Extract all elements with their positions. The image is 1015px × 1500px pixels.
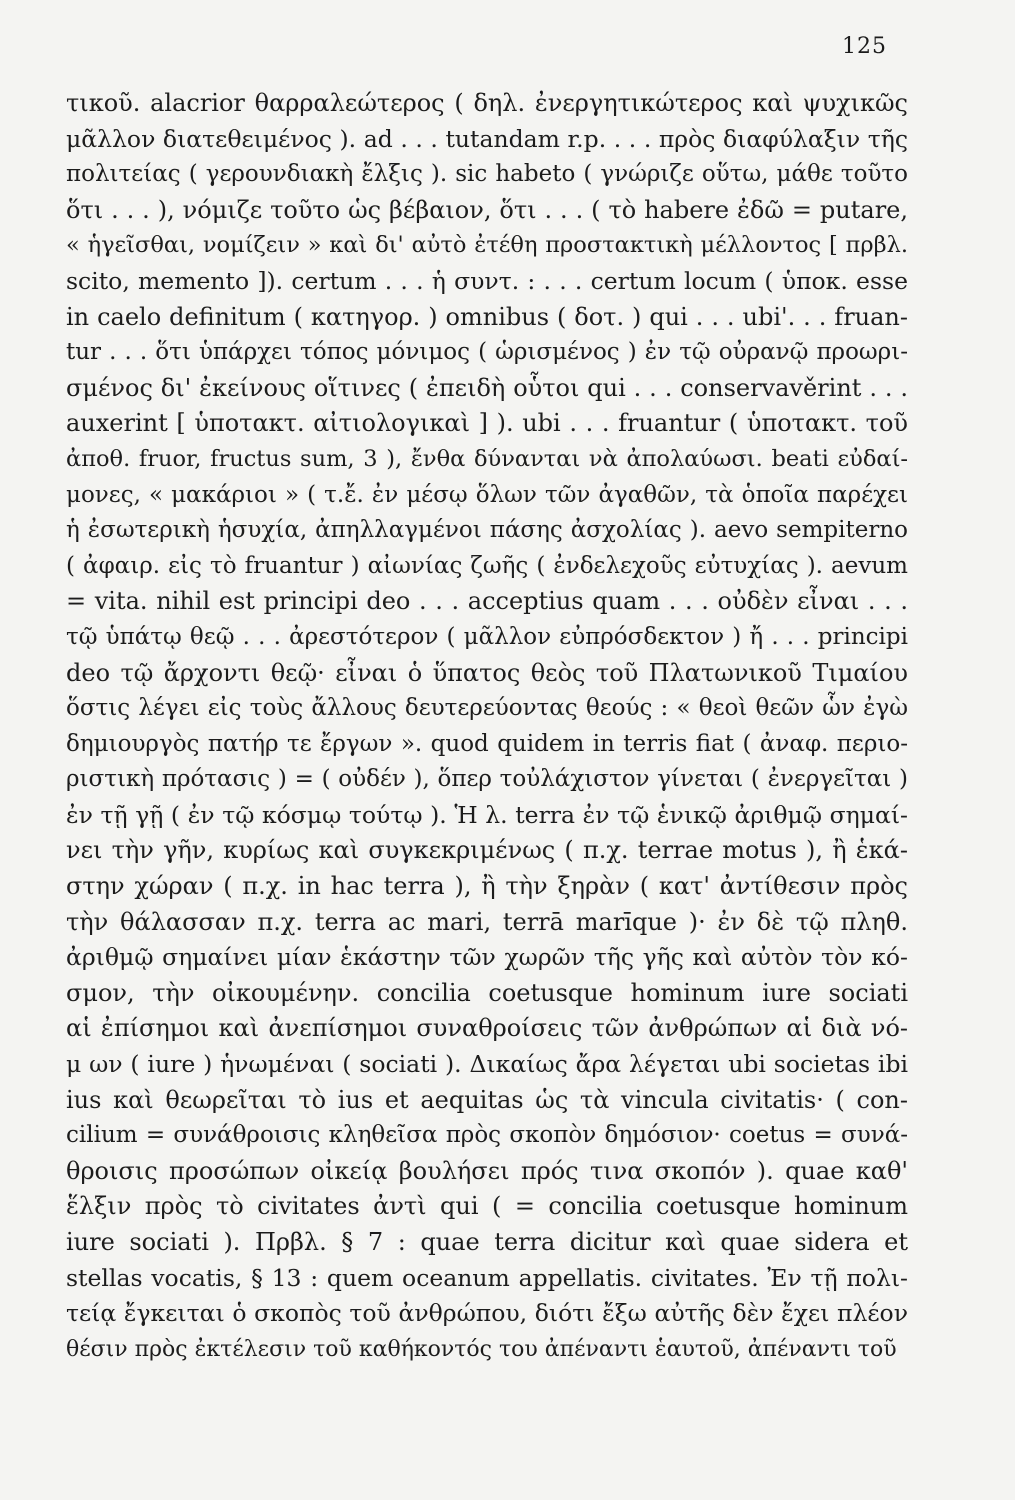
text-line: τῷ ὑπάτῳ θεῷ . . . ἀρεστότερον ( μᾶλλον εὐπρόσδεκτον ) ἤ . . . principi xyxy=(66,623,908,650)
text-line: ἕλξιν πρὸς τὸ civitates ἀντὶ qui ( = concilia coetusque hominum xyxy=(66,1192,908,1221)
text-line: in caelo definitum ( κατηγορ. ) omnibus ( δοτ. ) qui . . . ubi'. . . fruan- xyxy=(66,302,908,331)
text-line: ἀποθ. fruor, fructus sum, 3 ), ἔνθα δύνανται νὰ ἀπολαύωσι. beati εὐδαί- xyxy=(66,445,908,472)
text-line: ius καὶ θεωρεῖται τὸ ius et aequitas ὡς τὰ vincula civitatis· ( con- xyxy=(66,1085,908,1114)
text-line: deo τῷ ἄρχοντι θεῷ· εἶναι ὁ ὕπατος θεὸς τοῦ Πλατωνικοῦ Τιμαίου xyxy=(66,658,908,687)
text-line: δημιουργὸς πατήρ τε ἔργων ». quod quidem in terris fiat ( ἀναφ. περιο- xyxy=(66,730,908,757)
text-line: auxerint [ ὑποτακτ. αἰτιολογικαὶ ] ). ubi . . . fruantur ( ὑποτακτ. τοῦ xyxy=(66,409,908,438)
text-line: ριστικὴ πρότασις ) = ( οὐδέν ), ὅπερ τοὐλάχιστον γίνεται ( ἐνεργεῖται ) xyxy=(66,766,908,793)
text-line: tur . . . ὅτι ὑπάρχει τόπος μόνιμος ( ὡρισμένος ) ἐν τῷ οὐρανῷ προωρι- xyxy=(66,339,908,366)
text-line: scito, memento ]). certum . . . ἡ συντ. : . . . certum locum ( ὑποκ. esse xyxy=(66,266,908,295)
text-line: ὅστις λέγει εἰς τοὺς ἄλλους δευτερεύοντας θεούς : « θεοὶ θεῶν ὧν ἐγὼ xyxy=(66,695,908,722)
text-line: θροισις προσώπων οἰκείᾳ βουλήσει πρός τινα σκοπόν ). quae καθ' xyxy=(66,1156,908,1185)
text-line: αἱ ἐπίσημοι καὶ ἀνεπίσημοι συναθροίσεις τῶν ἀνθρώπων αἱ διὰ νό- xyxy=(66,1014,908,1043)
text-line: νει τὴν γῆν, κυρίως καὶ συγκεκριμένως ( π.χ. terrae motus ), ἢ ἑκά- xyxy=(66,836,908,865)
text-line: τὴν θάλασσαν π.χ. terra ac mari, terrā marīque )· ἐν δὲ τῷ πληθ. xyxy=(66,907,908,936)
text-line: τικοῦ. alacrior θαρραλεώτερος ( δηλ. ἐνεργητικώτερος καὶ ψυχικῶς xyxy=(66,89,908,117)
text-line: μᾶλλον διατεθειμένος ). ad . . . tutandam r.p. . . . πρὸς διαφύλαξιν τῆς xyxy=(66,124,908,153)
text-line: σμένος δι' ἐκείνους οἵτινες ( ἐπειδὴ οὗτοι qui . . . conservavěrint . . . xyxy=(66,373,908,402)
text-line: cilium = συνάθροισις κληθεῖσα πρὸς σκοπὸν δημόσιον· coetus = συνά- xyxy=(66,1122,908,1149)
text-line: πολιτείας ( γερουνδιακὴ ἔλξις ). sic habeto ( γνώριζε οὕτω, μάθε τοῦτο xyxy=(66,161,908,188)
text-line: = vita. nihil est principi deo . . . acceptius quam . . . οὐδὲν εἶναι . . . xyxy=(66,587,908,616)
text-line: ὅτι . . . ), νόμιζε τοῦτο ὡς βέβαιον, ὅτι . . . ( τὸ habere ἐδῶ = putare, xyxy=(66,195,908,224)
text-line: μονες, « μακάριοι » ( τ.ἔ. ἐν μέσῳ ὅλων τῶν ἀγαθῶν, τὰ ὁποῖα παρέχει xyxy=(66,481,908,508)
text-line: σμον, τὴν οἰκουμένην. concilia coetusque hominum iure sociati xyxy=(66,978,908,1007)
commentary-text xyxy=(66,86,908,1367)
text-line: θέσιν πρὸς ἐκτέλεσιν τοῦ καθήκοντός του ἀπέναντι ἑαυτοῦ, ἀπέναντι τοῦ xyxy=(66,1336,897,1362)
text-line: ἡ ἐσωτερικὴ ἡσυχία, ἀπηλλαγμένοι πάσης ἀσχολίας ). aevo sempiterno xyxy=(66,517,908,544)
page-number: 125 xyxy=(842,34,887,59)
text-line: stellas vocatis, § 13 : quem oceanum appellatis. civitates. Ἐν τῇ πολι- xyxy=(66,1263,908,1292)
text-line: μ ων ( iure ) ἡνωμέναι ( sociati ). Δικαίως ἄρα λέγεται ubi societas ibi xyxy=(66,1050,908,1079)
text-line: « ἡγεῖσθαι, νομίζειν » καὶ δι' αὐτὸ ἐτέθη προστακτικὴ μέλλοντος [ πρβλ. xyxy=(66,232,908,259)
text-line: ἀριθμῷ σημαίνει μίαν ἑκάστην τῶν χωρῶν τῆς γῆς καὶ αὐτὸν τὸν κό- xyxy=(66,943,908,972)
text-line: στην χώραν ( π.χ. in hac terra ), ἢ τὴν ξηρὰν ( κατ' ἀντίθεσιν πρὸς xyxy=(66,872,908,901)
text-line: τείᾳ ἔγκειται ὁ σκοπὸς τοῦ ἀνθρώπου, διότι ἔξω αὐτῆς δὲν ἔχει πλέον xyxy=(66,1299,908,1328)
text-line: iure sociati ). Πρβλ. § 7 : quae terra dicitur καὶ quae sidera et xyxy=(66,1228,908,1256)
text-line: ( ἀφαιρ. εἰς τὸ fruantur ) αἰωνίας ζωῆς ( ἐνδελεχοῦς εὐτυχίας ). aevum xyxy=(66,552,908,579)
text-line: ἐν τῇ γῇ ( ἐν τῷ κόσμῳ τούτῳ ). Ἡ λ. terra ἐν τῷ ἑνικῷ ἀριθμῷ σημαί- xyxy=(66,800,908,829)
